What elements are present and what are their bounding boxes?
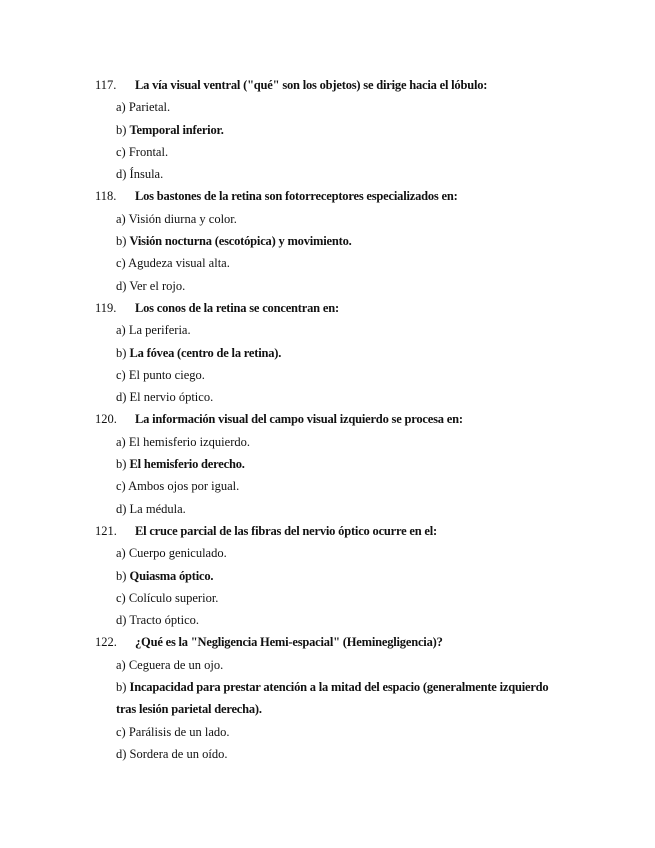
option-text: Frontal. [128,144,169,159]
option-text: Cuerpo geniculado. [128,546,227,561]
option-text: Colículo superior. [128,590,219,605]
answer-option-correct [0,676,586,698]
question-block [0,74,655,185]
option-letter: a) [116,323,126,338]
answer-option-correct [0,342,655,364]
option-text: Ambos ojos por igual. [128,479,240,494]
option-text: El nervio óptico. [129,390,214,405]
question-block [0,185,655,296]
option-text: Agudeza visual alta. [128,256,230,271]
answer-option [0,163,655,185]
option-letter: c) [116,256,126,271]
option-text: La periferia. [128,323,191,338]
option-letter: c) [116,479,126,494]
answer-option [0,208,655,230]
answer-option [0,475,655,497]
option-letter: d) [116,167,127,182]
answer-option [0,275,655,297]
answer-option [0,654,655,676]
option-text: Parietal. [128,100,171,115]
answer-option [0,498,655,520]
answer-option [0,364,655,386]
question-number: 122. [95,635,117,650]
answer-option [0,386,655,408]
option-letter: d) [116,501,127,516]
answer-option [0,141,655,163]
answer-option [0,542,655,564]
answer-option [0,431,655,453]
option-letter: d) [116,390,127,405]
answer-option [0,721,655,743]
question-text: Los conos de la retina se concentran en: [135,300,339,315]
option-letter: a) [116,546,126,561]
question-text: La información visual del campo visual izquierdo se procesa en: [135,412,463,427]
option-letter: b) [116,680,127,695]
question-text: La vía visual ventral ("qué" son los objetos) se dirige hacia el lóbulo: [135,78,488,92]
option-letter: a) [116,100,126,115]
question-row [0,408,655,430]
option-letter: d) [116,746,127,761]
option-text: Tracto óptico. [129,613,199,628]
option-text: Ver el rojo. [129,278,186,293]
question-number: 120. [95,412,117,427]
answer-option [0,609,655,631]
question-row [0,520,655,542]
option-letter: d) [116,278,127,293]
option-letter: d) [116,613,127,628]
option-text: Parálisis de un lado. [128,724,230,739]
option-text: Quiasma óptico. [129,568,214,583]
option-letter: c) [116,590,126,605]
answer-option-correct [0,119,655,141]
question-row [0,74,655,96]
answer-option-correct [0,565,655,587]
answer-option [0,96,655,118]
question-block [0,297,655,408]
option-letter: b) [116,457,127,472]
option-letter: a) [116,657,126,672]
option-text: La médula. [129,501,186,516]
option-text: El hemisferio izquierdo. [128,434,250,449]
question-text: ¿Qué es la "Negligencia Hemi-espacial" (Heminegligencia)? [135,635,443,650]
option-text: tras lesión parietal derecha). [116,702,262,717]
question-block [0,408,655,519]
question-number: 118. [95,189,117,204]
option-text: Visión diurna y color. [128,211,237,226]
question-block [0,631,655,765]
question-list [0,74,655,765]
answer-option-correct [0,453,655,475]
question-row [0,631,655,653]
option-text-continuation [0,698,655,720]
question-row [0,185,655,207]
option-text: Sordera de un oído. [129,746,228,761]
question-number: 117. [95,78,117,92]
option-letter: b) [116,122,127,137]
option-letter: b) [116,345,127,360]
answer-option-correct [0,230,655,252]
option-text: El punto ciego. [128,367,205,382]
question-text: Los bastones de la retina son fotorreceptores especializados en: [135,189,458,204]
option-text: El hemisferio derecho. [129,457,245,472]
option-letter: b) [116,568,127,583]
option-text: La fóvea (centro de la retina). [129,345,282,360]
question-number: 121. [95,523,117,538]
question-block [0,520,655,631]
answer-option [0,319,655,341]
option-text: Incapacidad para prestar atención a la mitad del espacio (generalmente izquierdo [129,680,549,695]
option-text: Visión nocturna (escotópica) y movimiento. [129,234,352,249]
option-letter: b) [116,234,127,249]
question-row [0,297,655,319]
option-text: Temporal inferior. [129,122,224,137]
answer-option [0,587,655,609]
answer-option [0,252,655,274]
question-text: El cruce parcial de las fibras del nervio óptico ocurre en el: [135,523,438,538]
option-letter: c) [116,367,126,382]
question-number: 119. [95,300,117,315]
option-text: Ínsula. [129,167,164,182]
option-text: Ceguera de un ojo. [128,657,224,672]
option-letter: c) [116,144,126,159]
option-letter: c) [116,724,126,739]
answer-option [0,743,655,765]
option-letter: a) [116,434,126,449]
option-letter: a) [116,211,126,226]
